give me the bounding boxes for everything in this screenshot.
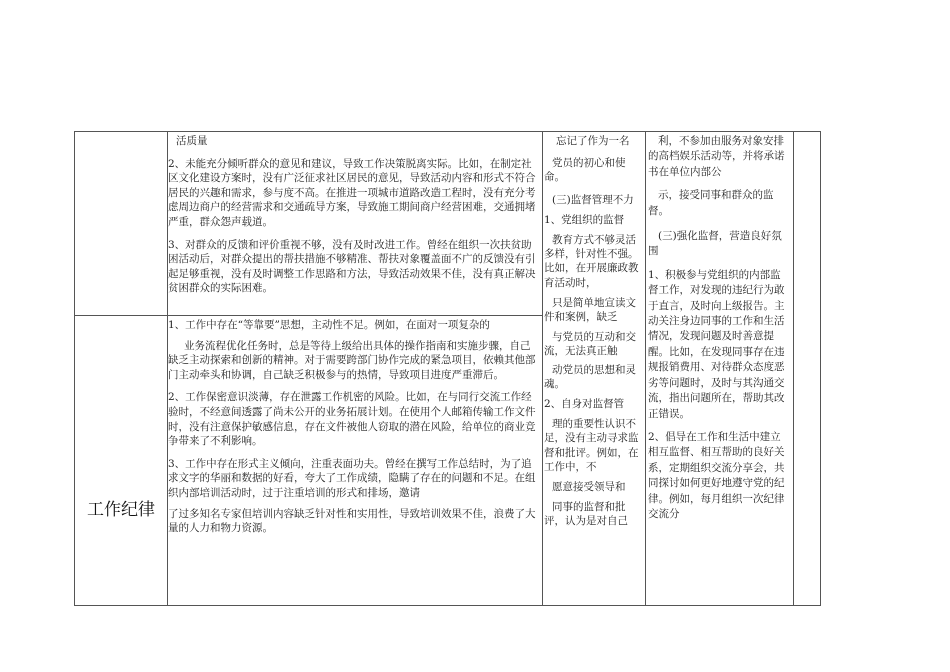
col-c-para-2: 示，接受同事和群众的监督。: [648, 189, 774, 217]
col-a-top-para-3: 3、对群众的反馈和评价重视不够，没有及时改进工作。曾经在组织一次扶贫助困活动后，对群众提出的帮扶措施不够精准、帮扶对象覆盖面不广的反馈没有引起足够重视，没有及时调整工作思路和方法，导致活动效果不佳，没有真正解决贫困群众的实际困难。: [168, 238, 536, 295]
col-b-para-7: 与党员的互动和交流，无法真正触: [544, 331, 636, 358]
col-b-para-9: 2、自身对监督管: [544, 398, 625, 411]
col-a-bottom-para-5: 了过多知名专家但培训内容缺乏针对性和实用性，导致培训效果不佳，浪费了大量的人力和物力资源。: [168, 507, 536, 535]
col-b-para-2: 党员的初心和使命。: [544, 157, 626, 184]
col-b-para-6: 只是简单地宣读文件和案例，缺乏: [544, 296, 636, 324]
col-a-bottom-para-3: 2、工作保密意识淡薄，存在泄露工作机密的风险。比如，在与同行交流工作经验时，不经意间透露了尚未公开的业务拓展计划。在使用个人邮箱传输工作文件时，没有注意保护敏感信息，存在文件被他人窃取的潜在风险，给单位的商业竞争带来了不利影响。: [168, 391, 536, 448]
col-c-para-5: 2、倡导在工作和生活中建立相互监督、相互帮助的良好关系，定期组织交流分享会，共同探讨如何更好地遵守党的纪律。例如，每月组织一次纪律交流分: [648, 430, 785, 520]
col-a-top-para-1: 活质量: [176, 135, 208, 147]
col-b-para-11: 愿意接受领导和: [552, 481, 626, 494]
table-left-border: [74, 131, 75, 606]
col-a-bottom-para-2: 业务流程优化任务时，总是等待上级给出具体的操作指南和实施步骤，自己缺乏主动探索和创新的精神。对于需要跨部门协作完成的紧急项目，依赖其他部门主动牵头和协调，自己缺乏积极参与的热情，导致项目进度严重滞后。: [168, 339, 536, 381]
col-c-para-1: 利，不参加由服务对象安排的高档娱乐活动等，并将承诺书在单位内部公: [648, 135, 785, 178]
col-b-para-1: 忘记了作为一名: [556, 135, 630, 147]
table-bottom-border: [74, 605, 821, 606]
col-b-para-10: 理的重要性认识不足，没有主动寻求监督和批评。例如，在工作中，不: [544, 418, 639, 473]
col-b-para-8: 动党员的思想和灵魂。: [544, 363, 636, 390]
col-a-bottom-cell: [168, 318, 540, 536]
col-b-para-4: 1、党组织的监督: [544, 213, 625, 226]
col-divider-2: [542, 131, 543, 606]
col-a-top-para-2: 2、未能充分倾听群众的意见和建议，导致工作决策脱离实际。比如，在制定社区文化建设方案时，没有广泛征求社区居民的意见，导致活动内容和形式不符合居民的兴趣和需求，参与度不高。在推进一项城市道路改造工程时，没有充分考虑周边商户的经营需求和交通疏导方案，导致施工期间商户经营困难，交通拥堵严重，群众怨声载道。: [168, 157, 536, 228]
col-c-para-4: 1、积极参与党组织的内部监督工作，对发现的违纪行为敢于直言，及时向上级报告。主动关注身边同事的工作和生活情况，发现问题及时善意提醒。比如，在发现同事存在违规报销费用、对待群众态度恶劣等问题时，及时与其沟通交流，指出问题所在，帮助其改正错误。: [648, 268, 785, 420]
col-a-bottom-para-4: 3、工作中存在形式主义倾向，注重表面功夫。曾经在撰写工作总结时，为了追求文字的华丽和数据的好看，夸大了工作成绩，隐瞒了存在的问题和不足。在组织内部培训活动时，过于注重培训的形式和排场，邀请: [168, 457, 536, 499]
col-divider-4: [793, 131, 794, 606]
row-label: 工作纪律: [87, 500, 155, 520]
col-b-para-3: (三)监督管理不力: [552, 193, 634, 206]
table-right-border: [820, 131, 821, 606]
table-top-border: [74, 131, 821, 132]
row-divider: [74, 315, 542, 316]
col-a-top-cell: [168, 134, 540, 296]
col-divider-3: [645, 131, 646, 606]
col-b-cell: [544, 134, 642, 529]
col-c-cell: [648, 134, 790, 522]
col-b-para-12: 同事的监督和批评，认为是对自己: [544, 501, 628, 528]
col-b-para-5: 教育方式不够灵活多样，针对性不强。比如，在开展廉政教育活动时，: [544, 234, 639, 289]
col-a-bottom-para-1: 1、工作中存在“等靠要”思想，主动性不足。例如，在面对一项复杂的: [168, 319, 490, 331]
col-c-para-3: (三)强化监督，营造良好氛围: [648, 230, 782, 258]
